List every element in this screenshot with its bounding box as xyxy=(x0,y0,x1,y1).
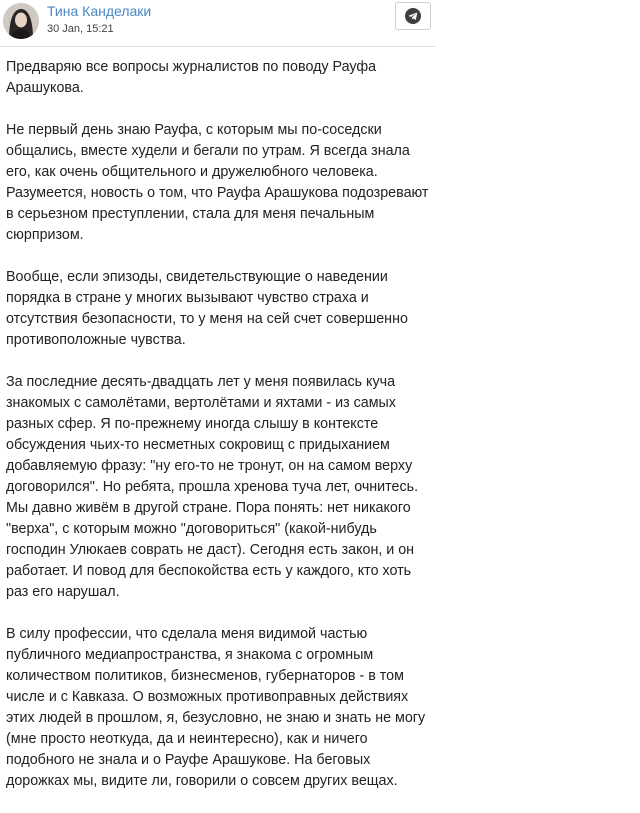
post-paragraph: За последние десять-двадцать лет у меня появилась куча знакомых с самолётами, вертолётами и яхтами - из самых разных сфер. Я по-прежнему иногда слышу в контексте обсуждения чьих-то несметных сокровищ с придыханием добавляемую фразу: "ну его-то не тронут, он на самом верху договорился". Но ребята, прошла хренова туча лет, очнитесь. Мы давно живём в другой стране. Пора понять: нет никакого "верха", с которым можно "договориться" (какой-нибудь господин Улюкаев соврать не даст). Сегодня есть закон, и он работает. И повод для беспокойства есть у каждого, кто хоть раз его нарушал. xyxy=(6,374,419,600)
post-date: 30 Jan, 15:21 xyxy=(47,23,114,35)
post-paragraph: Не первый день знаю Рауфа, с которым мы по-соседски общались, вместе худели и бегали по утрам. Я всегда знала его, как очень общительного и дружелюбного человека. Разумеется, новость о том, что Рауфа Арашукова подозревают в серьезном преступлении, стала для меня печальным сюрпризом. xyxy=(6,122,429,243)
author-avatar[interactable] xyxy=(3,3,39,39)
telegram-icon xyxy=(405,8,421,24)
post-paragraph: Предваряю все вопросы журналистов по поводу Рауфа Арашукова. xyxy=(6,59,377,96)
post-paragraph: В силу профессии, что сделала меня видимой частью публичного медиапространства, я знакома с огромным количеством политиков, бизнесменов, губернаторов - в том числе и с Кавказа. О возможных противоправных действиях этих людей в прошлом, я, безусловно, не знаю и знать не могу (мне просто неоткуда, да и неинтересно), как и ничего подобного не знала и о Рауфе Арашукове. На беговых дорожках мы, видите ли, говорили о совсем других вещах. xyxy=(6,626,426,789)
post-paragraph: Вообще, если эпизоды, свидетельствующие о наведении порядка в стране у многих вызывают чувство страха и отсутствия безопасности, то у меня на сей счет совершенно противоположные чувства. xyxy=(6,269,408,348)
author-name[interactable]: Тина Канделаки xyxy=(47,3,152,19)
post-header xyxy=(0,0,436,47)
post-body xyxy=(6,57,436,813)
telegram-share-button[interactable] xyxy=(395,2,431,30)
